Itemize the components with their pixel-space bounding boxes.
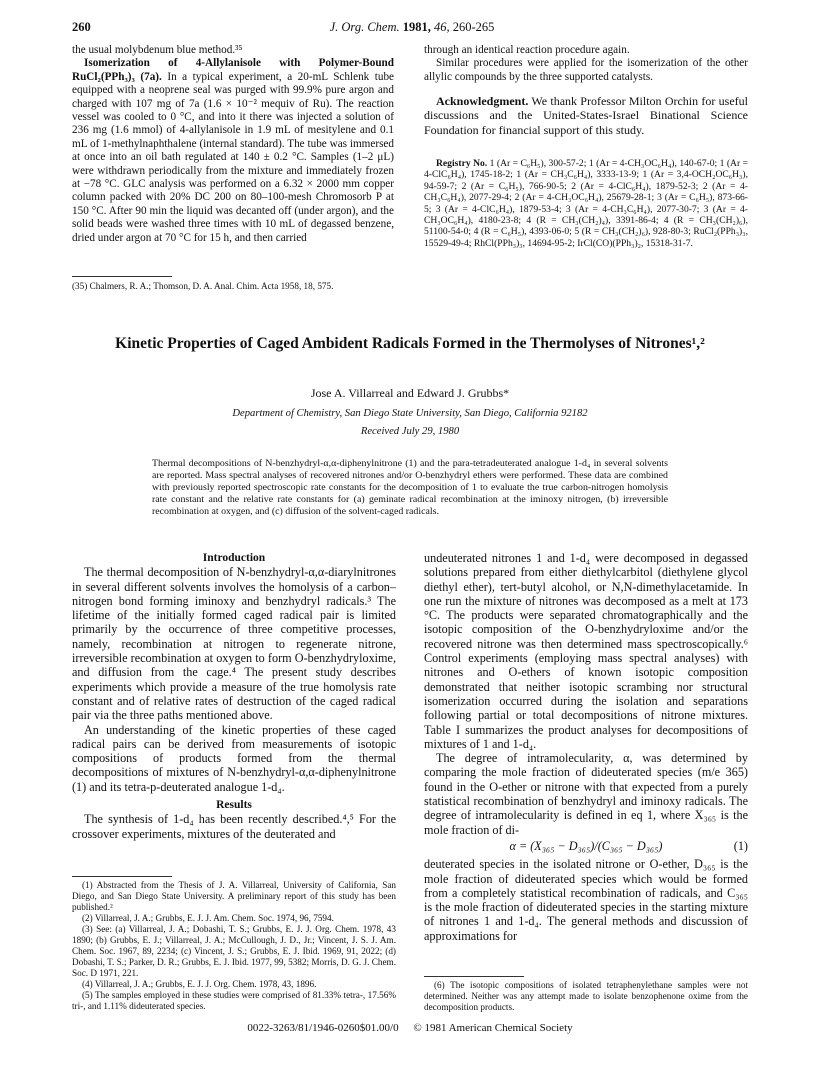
copyright: © 1981 American Chemical Society [413, 1022, 573, 1034]
journal-pages: 260-265 [452, 20, 495, 34]
footnote-6: (6) The isotopic compositions of isolated tetraphenylethane samples were not determined. Neither was any attempt made to isolate benzophenone oxime from the decomposition products. [424, 980, 748, 1012]
results-paragraph-3: deuterated species in the isolated nitrone or O-ether, D₃₆₅ is the mole fraction of dideuterated species which would be formed from a completely statistical recombination of radicals, and C₃₆₅ is the mole fraction of dideuterated species in the starting mixture of nitrones 1 and 1-d₄. The general methods and discussion of approximations for [424, 857, 748, 943]
intramolecularity-paragraph: The degree of intramolecularity, α, was determined by comparing the mole fraction of dideuterated species (m/e 365) found in the O-ether or nitrone with that expected from a purely statistical recombination of benzhydryl and iminoxy radicals. The degree of intramolecularity is defined in eq 1, where X₃₆₅ is the mole fraction of di- [424, 751, 748, 837]
acknowledgment [424, 94, 748, 137]
journal-year: 1981, [402, 20, 431, 34]
left-footnotes [72, 880, 396, 1012]
running-header [72, 20, 752, 38]
acknowledgment-heading: Acknowledgment. [436, 94, 529, 109]
prev-article-left-column [72, 44, 394, 245]
registry-heading: Registry No. [436, 158, 488, 169]
article-affiliation: Department of Chemistry, San Diego State University, San Diego, California 92182 [232, 408, 588, 419]
equation-1 [424, 839, 748, 853]
results-paragraph-1: The synthesis of 1-d₄ has been recently described.⁴,⁵ For the crossover experiments, mixtures of the deuterated and [72, 812, 396, 841]
article-title: Kinetic Properties of Caged Ambident Radicals Formed in the Thermolyses of Nitrones¹,² [115, 335, 705, 352]
similar-procedures-paragraph: Similar procedures were applied for the isomerization of the other allylic compounds by the three supported catalysts. [424, 57, 748, 83]
footnote-5: (5) The samples employed in these studies were comprised of 81.33% tetra-, 17.56% tri-, and 1.11% dideuterated species. [72, 990, 396, 1011]
equation-number: (1) [733, 838, 748, 853]
experimental-paragraph [72, 57, 394, 245]
footnote-2: (2) Villarreal, J. A.; Grubbs, E. J. J. Am. Chem. Soc. 1974, 96, 7594. [82, 913, 334, 923]
footnote-divider [72, 276, 172, 277]
introduction-paragraph-2: An understanding of the kinetic properties of these caged radical pairs can be derived from measurements of isotopic compositions of products formed from the thermal decompositions of mixtures of N-benzhydryl-α,α-diphenylnitrone (1) and its tetra-p-deuterated analogue 1-d₄. [72, 722, 396, 794]
footnote-divider-right [424, 976, 524, 977]
journal-name: J. Org. Chem. [329, 20, 400, 34]
registry-numbers [424, 158, 748, 249]
received-date: Received July 29, 1980 [360, 426, 460, 437]
page-footer [72, 1022, 748, 1034]
footnote-3: (3) See: (a) Villarreal, J. A.; Dobashi, T. S.; Grubbs, E. J. J. Org. Chem. 1978, 43 1890; (b) Grubbs, E. J.; Villarreal, J. A.; McCullough, J. D., Jr.; Vincent, J. S. J. Am. Chem. Soc. 1967, 89, 2234; (c) Vincent, J. S.; Grubbs, E. J. Ibid. 1969, 91, 2022; (d) Dobashi, T. S.; Parker, D. R.; Grubbs, E. J. Ibid. 1977, 99, 5382; Morris, D. G. J. Chem. Soc. D 1971, 221. [72, 924, 396, 978]
experimental-heading: Isomerization of 4-Allylanisole with Polymer-Bound RuCl₂(PPh₃)₃ (7a). [72, 57, 394, 83]
equation-body: α = (X₃₆₅ − D₃₆₅)/(C₃₆₅ − D₃₆₅) [509, 838, 663, 853]
prev-article-right-column [424, 44, 748, 137]
introduction-heading: Introduction [202, 552, 266, 564]
footnote-divider-left [72, 876, 172, 877]
article-authors: Jose A. Villarreal and Edward J. Grubbs* [310, 386, 510, 400]
journal-volume: 46, [433, 20, 450, 34]
footnote-4: (4) Villarreal, J. A.; Grubbs, E. J. J. Org. Chem. 1978, 43, 1896. [82, 979, 317, 989]
article-code: 0022-3263/81/1946-0260$01.00/0 [247, 1022, 399, 1034]
journal-citation [72, 20, 752, 35]
abstract: Thermal decompositions of N-benzhydryl-α,α-diphenylnitrone (1) and the para-tetradeuterated analogue 1-d₄ in several solvents are reported. Mass spectral analyses of recovered nitrones and/or O-benzhydryl ethers were performed. These data are combined with previously reported spectroscopic rate constants for the decomposition of 1 to evaluate the true carbon-nitrogen homolysis rate constant and the relative rate constants for (a) geminate radical recombination at the iminoxy nitrogen, (b) irreversible recombination at oxygen, and (c) diffusion of the solvent-caged radicals. [152, 458, 668, 517]
registry-body: 1 (Ar = C₆H₅), 300-57-2; 1 (Ar = 4-CH₃OC₆H₄), 140-67-0; 1 (Ar = 4-ClC₆H₄), 1745-18-2; 1 (Ar = CH₃C₆H₄), 3333-13-9; 1 (Ar = 3,4-OCH₂OC₆H₃), 94-59-7; 2 (Ar = C₆H₅), 766-90-5; 2 (Ar = 4-ClC₆H₄), 1879-52-3; 2 (Ar = 4-CH₃C₆H₄), 2077-29-4; 2 (Ar = 4-CH₃OC₆H₄), 25679-28-1; 3 (Ar = C₆H₅), 873-66-5; 3 (Ar = 4-ClC₆H₄), 1879-53-4; 3 (Ar = 4-CH₃C₆H₄), 2077-30-7; 3 (Ar = 4-CH₃OC₆H₄), 4180-23-8; 4 (R = CH₃(CH₂)₄), 3391-86-4; 4 (R = CH₃(CH₂)₆), 51100-54-0; 4 (R = C₆H₅), 4393-06-0; 5 (R = CH₃(CH₂)₆), 928-80-3; RuCl₂(PPh₃)₃, 15529-49-4; RhCl(PPh₃)₃, 14694-95-2; IrCl(CO)(PPh₃)₂, 15318-31-7. [424, 158, 749, 249]
page-number: 260 [72, 20, 91, 34]
results-paragraph-2: undeuterated nitrones 1 and 1-d₄ were decomposed in degassed solutions prepared from either diethylcarbitol (diethylene glycol diethyl ether), tert-butyl alcohol, or N,N-dimethylacetamide. In one run the mixture of nitrones was decomposed as a melt at 173 °C. The products were separated chromatographically and the isotopic composition of the O-benzhydryloxime and/or the recovered nitrone was then determined mass spectroscopically.⁶ Control experiments (employing mass spectral analyses) with nitrones and O-ethers of known isotopic composition demonstrated that neither isotopic scrambing nor structural isomerization occurred during the isolation and separations following partial or total decompositions of nitrone mixtures. Table I summarizes the product analyses for decompositions of mixtures of 1 and 1-d₄. [424, 551, 748, 751]
right-footnotes [424, 980, 748, 1013]
prev-footnote-35: (35) Chalmers, R. A.; Thomson, D. A. Anal. Chim. Acta 1958, 18, 575. [72, 281, 334, 291]
prev-paragraph-end: through an identical reaction procedure again. [424, 44, 630, 56]
results-heading: Results [216, 799, 252, 812]
experimental-body: In a typical experiment, a 20-mL Schlenk tube equipped with a neoprene seal was purged with 99.9% pure argon and charged with 107 mg of 7a (1.6 × 10⁻² mequiv of Ru). The reaction vessel was cooled to 0 °C, and into it there was injected a solution of 236 mg (1.6 mmol) of 4-allylanisole in 1.9 mL of mesitylene and 0.1 mL of 1-methylnaphthalene (internal standard). The tube was immersed at once into an oil bath regulated at 140 ± 0.2 °C. Samples (1–2 μL) were withdrawn periodically from the mixture and immediately frozen at −78 °C. GLC analysis was performed on a 6.32 × 2000 mm copper column packed with 20% DC 200 on 80–100-mesh Chromosorb P at 150 °C. After 90 min the liquid was decanted off (under argon), and the solid beads were washed three times with 10 mL of degassed benzene, dried under argon at 70 °C for 15 h, and then carried [72, 70, 395, 244]
left-body-column [72, 551, 396, 841]
acknowledgment-body: We thank Professor Milton Orchin for useful discussions and the United-States-Israel Binational Science Foundation for financial support of this study. [424, 94, 748, 137]
right-body-column [424, 551, 748, 943]
introduction-paragraph-1: The thermal decomposition of N-benzhydryl-α,α-diarylnitrones in several different solvents involves the homolysis of a carbon–nitrogen bond forming iminoxy and benzhydryl radicals.³ The lifetime of the initially formed caged radical pair is limited primarily by the occurrence of three competitive processes, namely, recombination at nitrogen to regenerate nitrone, irreversible recombination at oxygen to form O-benzhydryloxime, and diffusion from the cage.⁴ The present study describes experiments which provide a measure of the true homolysis rate constant and of relative rates of destruction of the caged radical pair via the three paths mentioned above. [72, 565, 396, 723]
prev-paragraph: the usual molybdenum blue method.³⁵ [72, 44, 243, 56]
footnote-1: (1) Abstracted from the Thesis of J. A. Villarreal, University of California, San Diego, and San Diego State University. A preliminary report of this study has been published.² [72, 880, 396, 912]
